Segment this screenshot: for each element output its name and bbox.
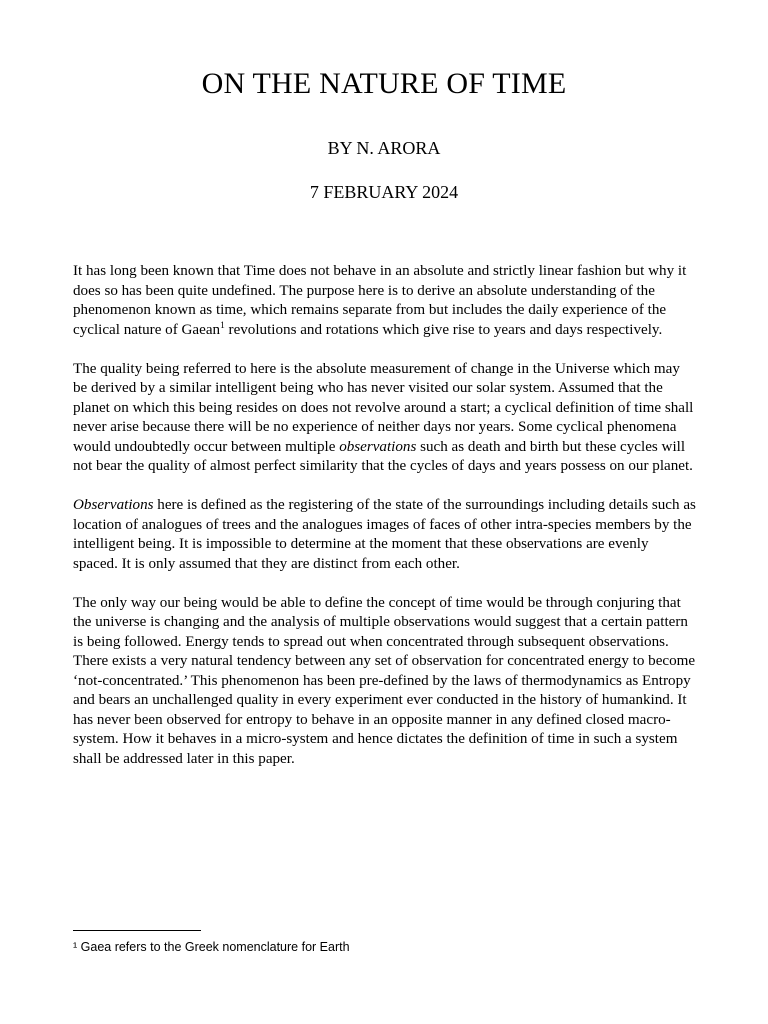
paragraph-2-emphasis: observations [339, 438, 417, 455]
paragraph-1-text-a: It has long been known that Time does not behave in an absolute and strictly linear fashion but why it does so has been quite undefined. The purpose here is to derive an absolute understanding of the phenomenon known as time, which remains separate from but includes the daily experience of the cyclical nature of Gaean [73, 263, 687, 338]
footnote [73, 939, 350, 955]
paragraph-2-text-a: The quality being referred to here is the absolute measurement of change in the Universe which may be derived by a similar intelligent being who has never visited our solar system. Assumed that the planet on which this being resides on does not revolve around a start; a cyclical definition of time shall never arise because there will be no experience of neither days nor years. Some cyclical phenomena would undoubtedly occur between multiple [73, 360, 694, 455]
author-byline: BY N. ARORA [327, 138, 441, 158]
footnote-reference[interactable]: 1 [220, 320, 225, 331]
paragraph-3-text: here is defined as the registering of the state of the surroundings including details such as location of analogues of trees and the analogues images of faces of other intra-species members by the intelligent being. It is impossible to determine at the moment that these observations are evenly spaced. It is only assumed that they are distinct from each other. [73, 497, 696, 572]
paragraph-2-text-b: such as death and birth but these cycles will not bear the quality of almost perfect similarity that the cycles of days and years possess on our planet. [73, 438, 693, 474]
footnote-text: Gaea refers to the Greek nomenclature for Earth [77, 940, 350, 954]
document-date: 7 FEBRUARY 2024 [309, 182, 459, 202]
paragraph-3 [73, 496, 697, 574]
paragraph-1 [73, 262, 697, 340]
paragraph-4 [73, 594, 697, 770]
paragraph-4-text: The only way our being would be able to define the concept of time would be through conjuring that the universe is changing and the analysis of multiple observations would suggest that a certain pattern is being followed. Energy tends to spread out when concentrated through subsequent observations. There exists a very natural tendency between any set of observation for concentrated energy to become ‘not-concentrated.’ This phenomenon has been pre-defined by the laws of thermodynamics as Entropy and bears an unchallenged quality in every experiment ever conducted in the history of humankind. It has never been observed for entropy to behave in an opposite manner in any defined closed macro-system. How it behaves in a micro-system and hence dictates the definition of time in such a system shall be addressed later in this paper. [73, 594, 696, 767]
paragraph-1-text-b: revolutions and rotations which give rise to years and days respectively. [224, 321, 663, 338]
paragraph-2 [73, 360, 697, 477]
paragraph-3-emphasis: Observations [73, 497, 154, 513]
footnote-marker: ¹ [73, 940, 78, 954]
footnote-divider [73, 930, 201, 931]
document-title: ON THE NATURE OF TIME [201, 67, 567, 100]
document-body [73, 262, 697, 789]
